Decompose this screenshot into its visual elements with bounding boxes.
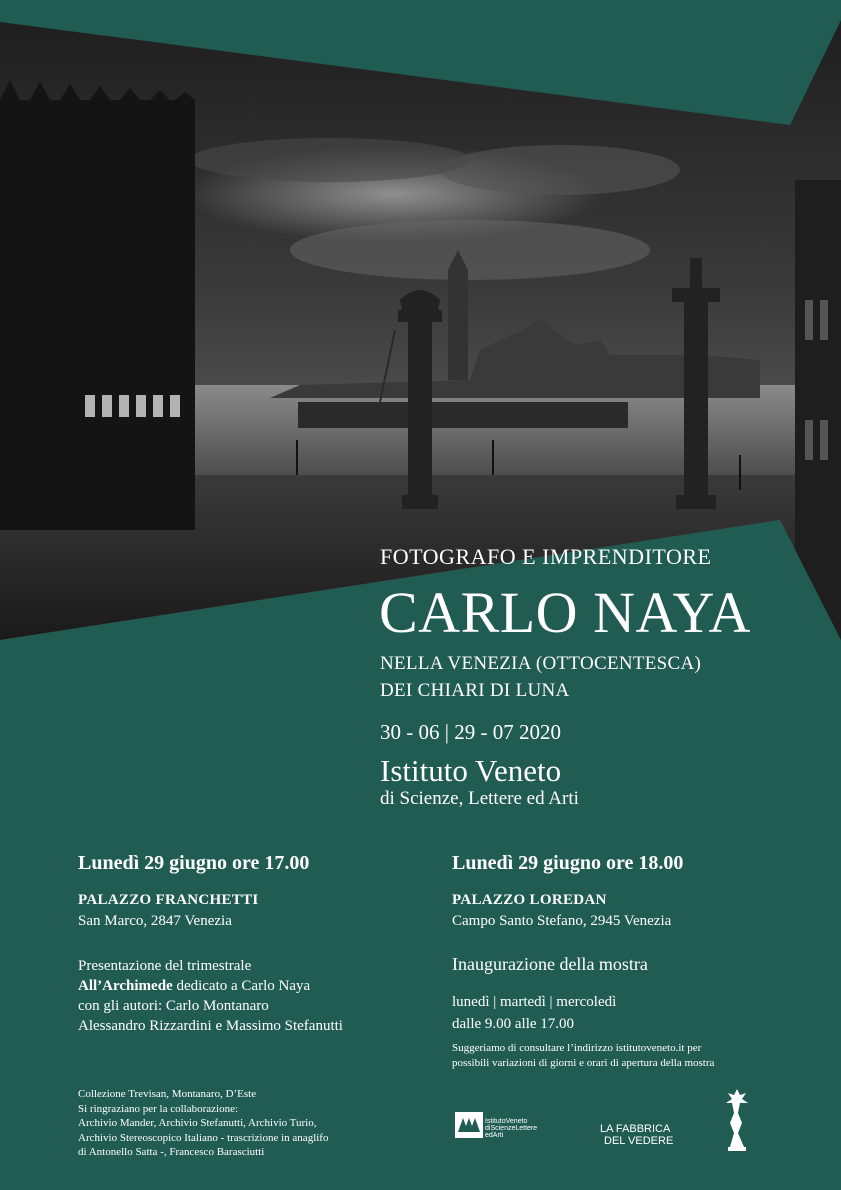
event-left-place: PALAZZO FRANCHETTI (78, 892, 259, 908)
institution-name: Istituto Veneto (380, 753, 562, 788)
fabbrica-line-1: LA FABBRICA (600, 1123, 671, 1135)
desc-line-1: Presentazione del trimestrale (78, 958, 252, 974)
ivsla-text-1: IstitutoVeneto (485, 1118, 528, 1125)
subtitle-line-2: DEI CHIARI DI LUNA (380, 680, 570, 701)
event-left-heading: Lunedì 29 giugno ore 17.00 (78, 852, 310, 874)
fabbrica-del-vedere-logo (600, 1123, 673, 1147)
kicker-text: FOTOGRAFO E IMPRENDITORE (380, 544, 712, 569)
desc-line-2 (78, 976, 343, 996)
event-right-address: Campo Santo Stefano, 2945 Venezia (452, 913, 672, 929)
lion-emblem-icon (722, 1087, 752, 1155)
ivsla-text-3: edArti (485, 1132, 504, 1139)
visit-note (452, 1041, 714, 1071)
credits (78, 1087, 328, 1160)
event-right-description: Inaugurazione della mostra (452, 954, 648, 974)
credits-line-1: Collezione Trevisan, Montanaro, D’Este (78, 1088, 257, 1100)
fabbrica-line-2: DEL VEDERE (604, 1135, 674, 1147)
credits-line-5: di Antonello Satta -, Francesco Barasciutti (78, 1146, 265, 1158)
magazine-name: All’Archimede (78, 978, 173, 994)
event-right-place: PALAZZO LOREDAN (452, 892, 607, 908)
ivsla-logo-text (485, 1118, 537, 1139)
desc-line-2-rest: dedicato a Carlo Naya (172, 978, 311, 994)
ivsla-logo (455, 1112, 538, 1142)
credits-line-4: Archivio Stereoscopico Italiano - trascrizione in anaglifo (78, 1131, 329, 1144)
note-line-1: Suggeriamo di consultare l’indirizzo istitutoveneto.it per (452, 1042, 702, 1054)
institution-subtitle: di Scienze, Lettere ed Arti (380, 788, 579, 809)
opening-days: lunedì | martedì | mercoledì (452, 994, 617, 1010)
desc-line-3: con gli autori: Carlo Montanaro (78, 998, 269, 1014)
subtitle-line-1: NELLA VENEZIA (OTTOCENTESCA) (380, 653, 702, 674)
credits-line-3: Archivio Mander, Archivio Stefanutti, Archivio Turio, (78, 1117, 317, 1129)
exhibition-dates: 30 - 06 | 29 - 07 2020 (380, 720, 561, 744)
event-left-description (78, 956, 343, 1036)
desc-line-4: Alessandro Rizzardini e Massimo Stefanutti (78, 1018, 343, 1034)
exhibition-title: CARLO NAYA (379, 580, 751, 645)
opening-hours: dalle 9.00 alle 17.00 (452, 1016, 575, 1032)
ivsla-text-2: diScienzeLettere (485, 1125, 538, 1132)
event-right-heading: Lunedì 29 giugno ore 18.00 (452, 852, 684, 874)
credits-line-2: Si ringraziano per la collaborazione: (78, 1102, 239, 1115)
event-left-address: San Marco, 2847 Venezia (78, 913, 232, 929)
note-line-2: possibili variazioni di giorni e orari di apertura della mostra (452, 1057, 715, 1069)
ivsla-mark-icon (455, 1112, 483, 1138)
subtitle (380, 650, 701, 704)
